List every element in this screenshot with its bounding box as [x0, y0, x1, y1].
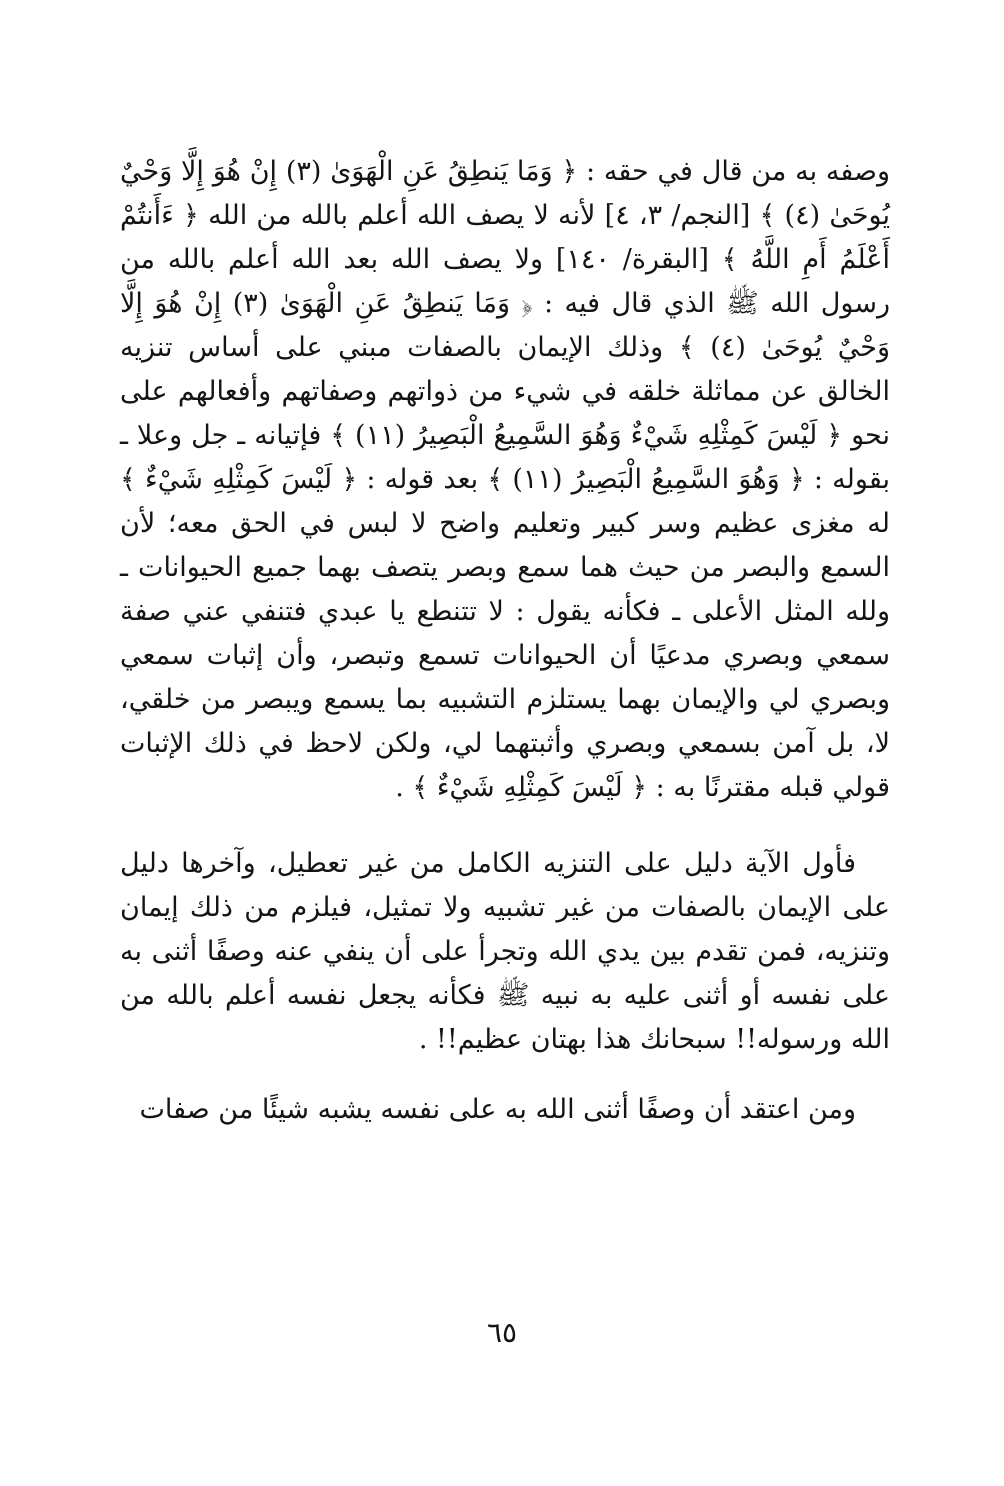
paragraph-1: وصفه به من قال في حقه : ﴿ وَمَا يَنطِقُ عَنِ الْهَوَىٰ (٣) إِنْ هُوَ إِلَّا وَحْيٌ يُوحَىٰ (٤) ﴾ [النجم/ ٣، ٤] لأنه لا يصف الله أعلم بالله من الله ﴿ ءَأَنتُمْ أَعْلَمُ أَمِ اللَّهُ ﴾ [البقرة/ ١٤٠] ولا يصف الله بعد الله أعلم بالله من رسول الله ﷺ الذي قال فيه : ﴿ وَمَا يَنطِقُ عَنِ الْهَوَىٰ (٣) إِنْ هُوَ إِلَّا وَحْيٌ يُوحَىٰ (٤) ﴾ وذلك الإيمان بالصفات مبني على أساس تنزيه الخالق عن مماثلة خلقه في شيء من ذواتهم وصفاتهم وأفعالهم على نحو ﴿ لَيْسَ كَمِثْلِهِ شَيْءٌ وَهُوَ السَّمِيعُ الْبَصِيرُ (١١) ﴾ فإتيانه ـ جل وعلا ـ بقوله : ﴿ وَهُوَ السَّمِيعُ الْبَصِيرُ (١١) ﴾ بعد قوله : ﴿ لَيْسَ كَمِثْلِهِ شَيْءٌ ﴾ له مغزى عظيم وسر كبير وتعليم واضح لا لبس في الحق معه؛ لأن السمع والبصر من حيث هما سمع وبصر يتصف بهما جميع الحيوانات ـ ولله المثل الأعلى ـ فكأنه يقول : لا تتنطع يا عبدي فتنفي عني صفة سمعي وبصري مدعيًا أن الحيوانات تسمع وتبصر، وأن إثبات سمعي وبصري لي والإيمان بهما يستلزم التشبيه بما يسمع ويبصر من خلقي، لا، بل آمن بسمعي وبصري وأثبتهما لي، ولكن لاحظ في ذلك الإثبات قولي قبله مقترنًا به : ﴿ لَيْسَ كَمِثْلِهِ شَيْءٌ ﴾ .	[120, 156, 891, 803]
page-body	[120, 150, 890, 1390]
page-number: ٦٥	[486, 1316, 518, 1349]
paragraph-3: ومن اعتقد أن وصفًا أثنى الله به على نفسه يشبه شيئًا من صفات	[139, 1094, 856, 1125]
paragraph-2: فأول الآية دليل على التنزيه الكامل من غير تعطيل، وآخرها دليل على الإيمان بالصفات من غير تشبيه ولا تمثيل، فيلزم من ذلك إيمان وتنزيه، فمن تقدم بين يدي الله وتجرأ على أن ينفي عنه وصفًا أثنى به على نفسه أو أثنى عليه به نبيه ﷺ فكأنه يجعل نفسه أعلم بالله من الله ورسوله!! سبحانك هذا بهتان عظيم!! .	[120, 848, 890, 1055]
